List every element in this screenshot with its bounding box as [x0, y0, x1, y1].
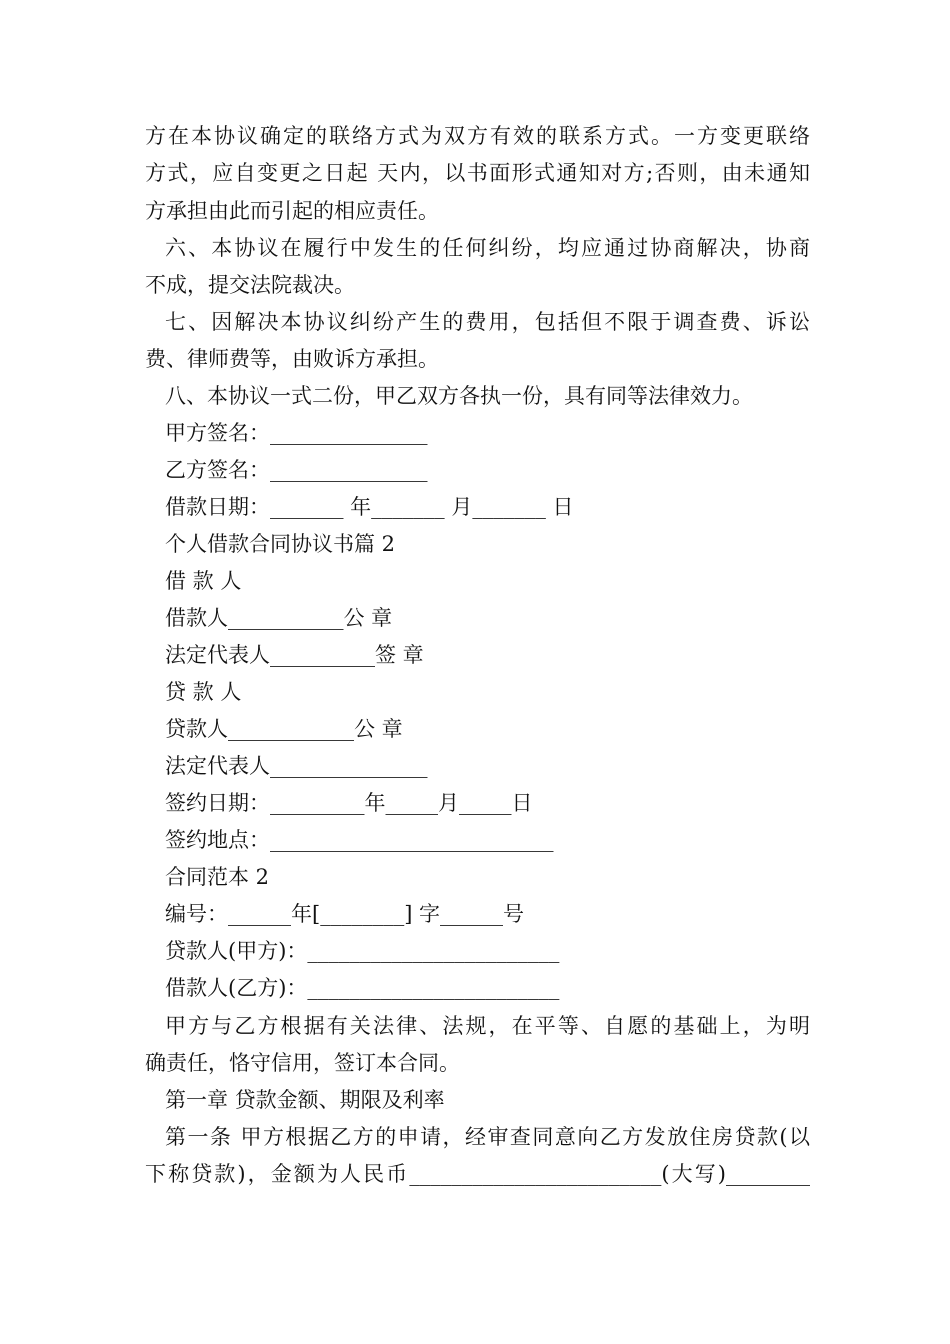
clause-six: 六、本协议在履行中发生的任何纠纷，均应通过协商解决，协商	[165, 236, 810, 260]
borrower-seal: 借款人___________公 章	[165, 606, 393, 630]
clause-eight: 八、本协议一式二份，甲乙双方各执一份，具有同等法律效力。	[165, 384, 753, 408]
paragraph-line: 费、律师费等，由败诉方承担。	[145, 347, 439, 371]
lender-legal-rep: 法定代表人_______________	[165, 754, 428, 778]
party-b-signature: 乙方签名：_______________	[165, 458, 428, 482]
paragraph-line: 不成，提交法院裁决。	[145, 273, 355, 297]
paragraph-line: 方承担由此而引起的相应责任。	[145, 199, 439, 223]
article-one-line: 下称贷款)，金额为人民币________________________(大写)________	[145, 1162, 810, 1186]
lender-party-a: 贷款人(甲方)：________________________	[165, 939, 560, 963]
section-title: 个人借款合同协议书篇 2	[165, 532, 396, 556]
loan-date: 借款日期：_______ 年_______ 月_______ 日	[165, 495, 574, 519]
borrower-legal-rep: 法定代表人__________签 章	[165, 643, 424, 667]
lender-seal: 贷款人____________公 章	[165, 717, 403, 741]
preamble-line: 确责任，恪守信用，签订本合同。	[145, 1051, 460, 1075]
section-title: 合同范本 2	[165, 865, 270, 889]
paragraph-line: 方在本协议确定的联络方式为双方有效的联系方式。一方变更联络	[145, 124, 810, 148]
contract-number: 编号：______年[________] 字______号	[165, 902, 525, 926]
clause-seven: 七、因解决本协议纠纷产生的费用，包括但不限于调查费、诉讼	[165, 310, 810, 334]
preamble-line: 甲方与乙方根据有关法律、法规，在平等、自愿的基础上，为明	[165, 1014, 810, 1038]
article-one-line: 第一条 甲方根据乙方的申请，经审查同意向乙方发放住房贷款(以	[165, 1125, 810, 1149]
borrower-party-b: 借款人(乙方)：________________________	[165, 976, 560, 1000]
lender-heading: 贷 款 人	[165, 680, 242, 704]
borrower-heading: 借 款 人	[165, 569, 242, 593]
party-a-signature: 甲方签名：_______________	[165, 421, 428, 445]
paragraph-line: 方式，应自变更之日起 天内，以书面形式通知对方;否则，由未通知	[145, 161, 810, 185]
signing-date: 签约日期：_________年_____月_____日	[165, 791, 533, 815]
signing-place: 签约地点：___________________________	[165, 828, 554, 852]
chapter-heading: 第一章 贷款金额、期限及利率	[165, 1088, 445, 1112]
